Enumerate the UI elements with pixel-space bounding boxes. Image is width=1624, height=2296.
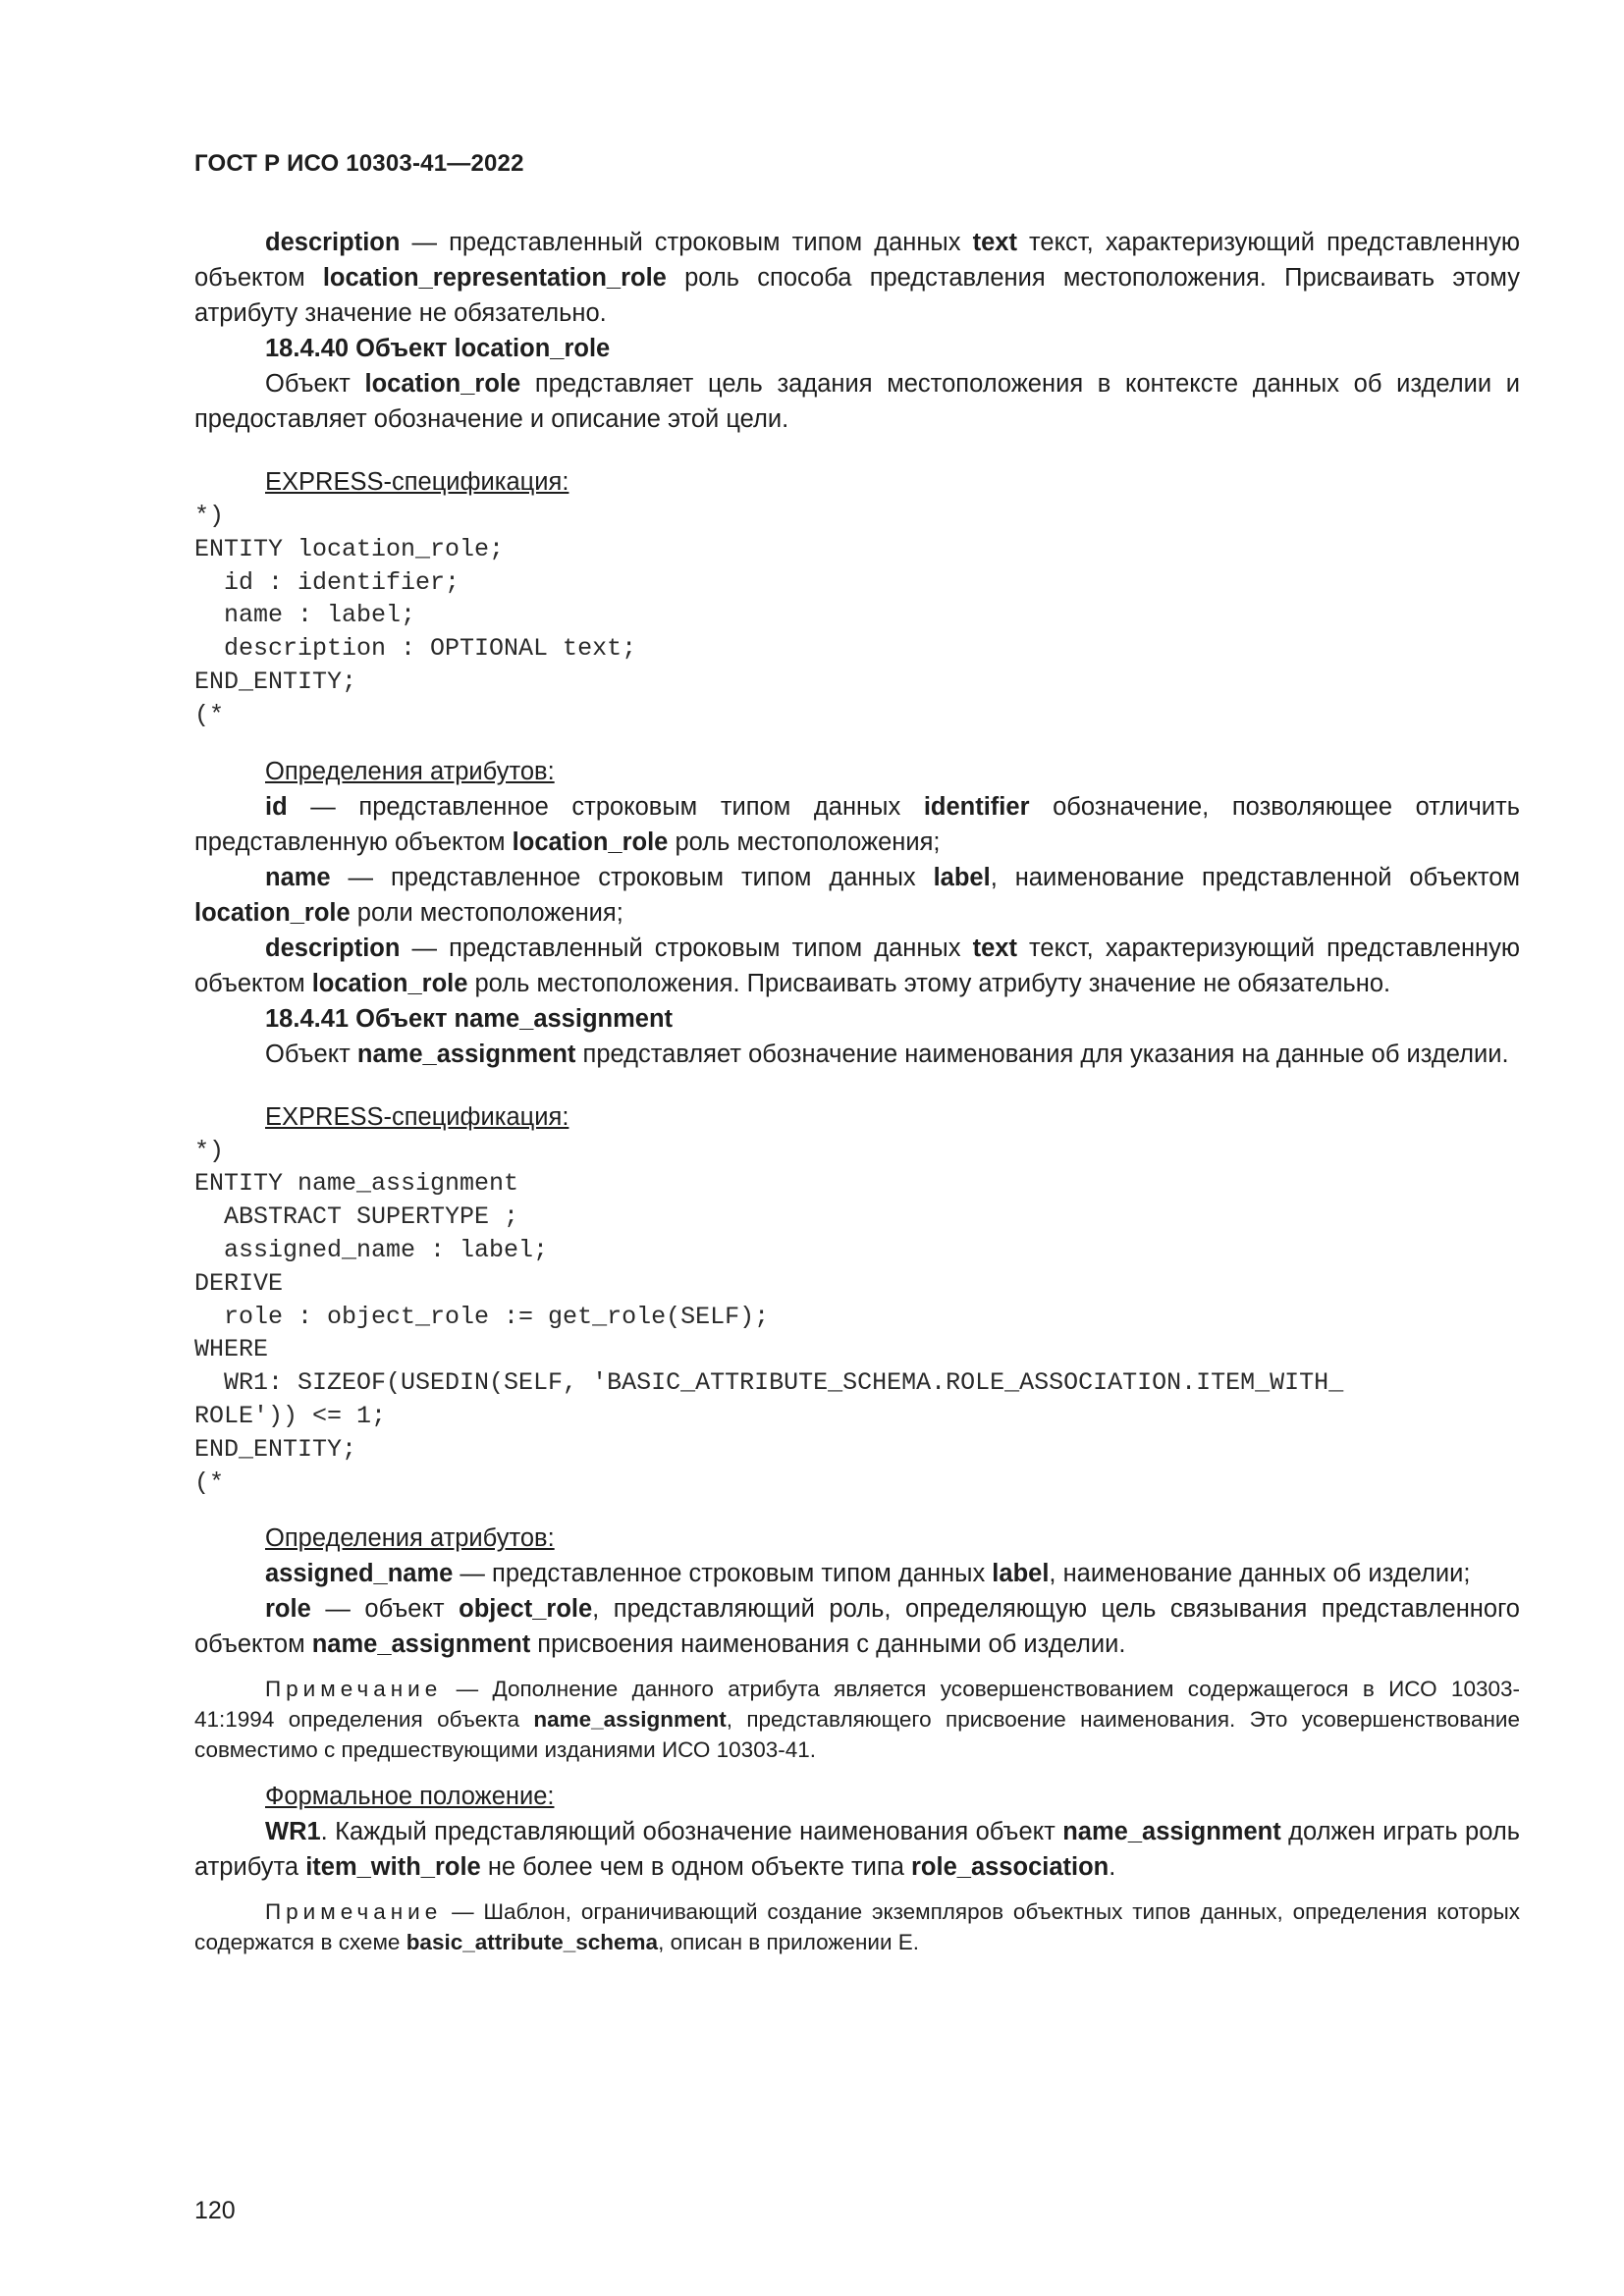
section-heading-18-4-40: 18.4.40 Объект location_role: [265, 335, 611, 362]
paragraph-wr1: WR1. Каждый представляющий обозначение наименования объект name_assignment должен играть роль атрибута item_with_role не более чем в одном объекте типа role_association.: [194, 1818, 1520, 1882]
page-body: [194, 147, 1520, 1957]
note-1: Примечание — Дополнение данного атрибута является усовершенствованием содержащегося в ИСО 10303-41:1994 определения объекта name_assignment, представляющего присвоение наименования. Это усовершенствование совместимо с предшествующими изданиями ИСО 10303-41.: [194, 1677, 1521, 1763]
formal-statement-label: Формальное положение:: [265, 1783, 555, 1811]
attribute-definitions-label-1: Определения атрибутов:: [265, 757, 555, 785]
express-spec-label-1: EXPRESS-спецификация:: [265, 468, 569, 496]
paragraph-attr-role: role — объект object_role, представляющий роль, определяющую цель связывания представленного объектом name_assignment присвоения наименования с данными об изделии.: [194, 1595, 1520, 1659]
paragraph-attr-description: description — представленный строковым типом данных text текст, характеризующий представленную объектом location_role роль местоположения. Присваивать этому атрибуту значение не обязательно.: [194, 934, 1520, 997]
express-code-location-role: *) ENTITY location_role; id : identifier; name : label; description : OPTIONAL text; END_ENTITY; (*: [194, 502, 637, 729]
attribute-definitions-label-2: Определения атрибутов:: [265, 1524, 555, 1553]
paragraph-attr-name: name — представленное строковым типом данных label, наименование представленной объектом location_role роли местоположения;: [194, 863, 1520, 927]
section-heading-18-4-41: 18.4.41 Объект name_assignment: [265, 1004, 674, 1033]
paragraph-name-assignment-intro: Объект name_assignment представляет обозначение наименования для указания на данные об изделии.: [265, 1040, 1509, 1068]
paragraph-attr-assigned-name: assigned_name — представленное строковым типом данных label, наименование данных об изделии;: [265, 1560, 1471, 1588]
paragraph-attr-id: id — представленное строковым типом данных identifier обозначение, позволяющее отличить представленную объектом location_role роль местоположения;: [194, 792, 1520, 856]
document-header: ГОСТ Р ИСО 10303-41—2022: [194, 150, 524, 177]
note-2: Примечание — Шаблон, ограничивающий создание экземпляров объектных типов данных, определения которых содержатся в схеме basic_attribute_schema, описан в приложении E.: [194, 1899, 1520, 1955]
page-number: 120: [194, 2197, 236, 2224]
express-spec-label-2: EXPRESS-спецификация:: [265, 1102, 569, 1131]
paragraph-location-role-intro: Объект location_role представляет цель задания местоположения в контексте данных об изделии и предоставляет обозначение и описание этой цели.: [194, 370, 1520, 433]
express-code-name-assignment: *) ENTITY name_assignment ABSTRACT SUPERTYPE ; assigned_name : label; DERIVE role : object_role := get_role(SELF); WHERE WR1: SIZEOF(USEDIN(SELF, 'BASIC_ATTRIBUTE_SCHEMA.ROLE_ASSOCIATION.ITEM_WITH_ ROLE')) <= 1; END_ENTITY; (*: [194, 1136, 1344, 1497]
paragraph-description-1: description — представленный строковым типом данных text текст, характеризующий представленную объектом location_representation_role роль способа представления местоположения. Присваивать этому атрибуту значение не обязательно.: [194, 229, 1520, 327]
